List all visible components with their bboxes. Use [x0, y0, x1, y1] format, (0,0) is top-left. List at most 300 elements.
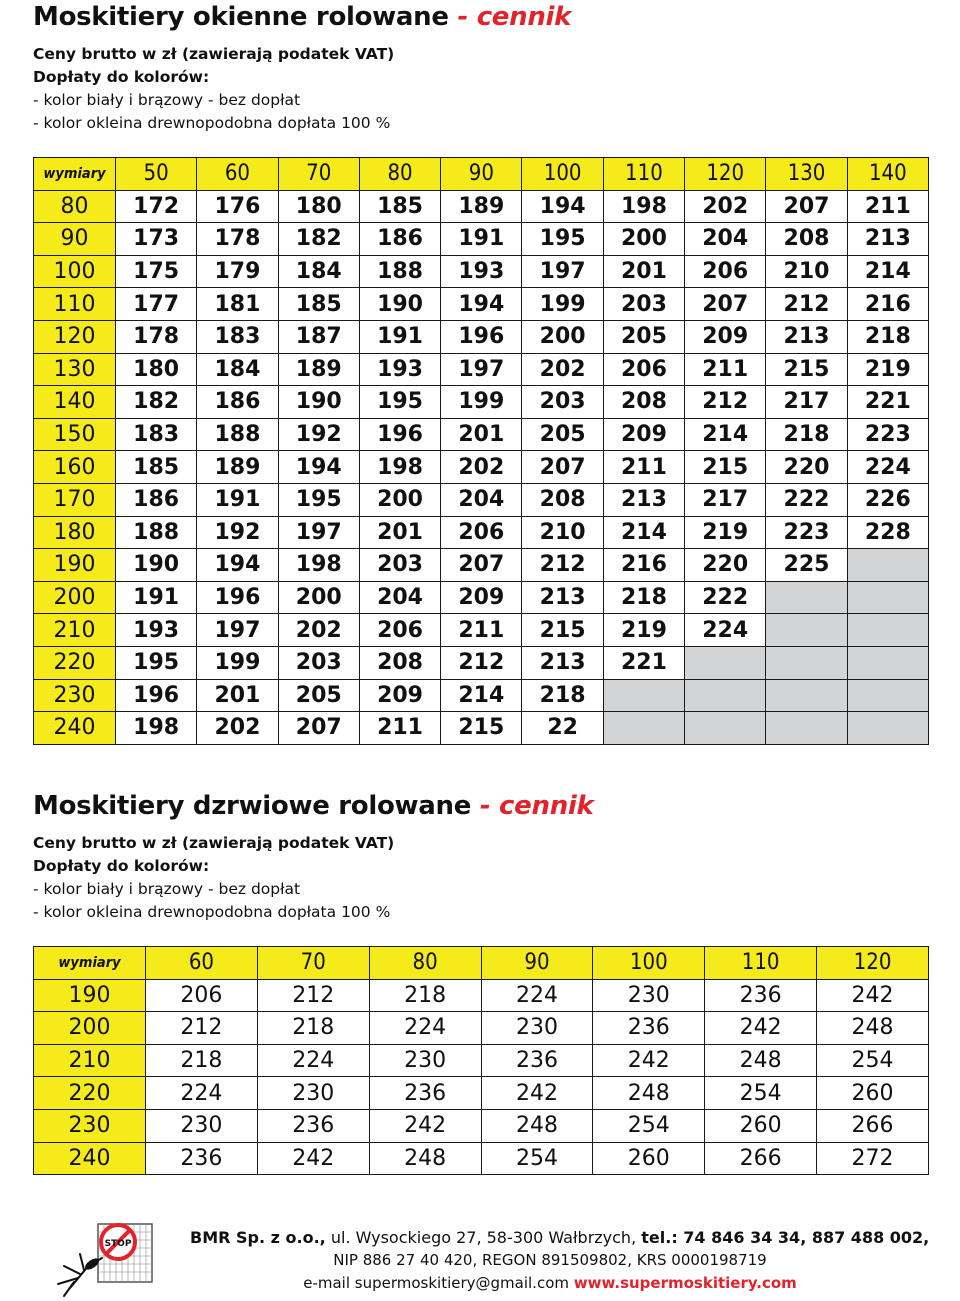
price-cell: 219 [847, 353, 928, 386]
price-cell: 214 [603, 516, 684, 549]
price-cell: 197 [278, 516, 359, 549]
price-cell: 201 [441, 418, 522, 451]
price-cell: 213 [847, 223, 928, 256]
row-header-height: 190 [34, 979, 146, 1012]
price-cell: 236 [593, 1012, 705, 1045]
price-cell: 199 [197, 646, 278, 679]
table-row [34, 1012, 929, 1045]
price-cell: 215 [522, 614, 603, 647]
price-cell: 204 [359, 581, 440, 614]
mosquito-stop-sign-icon [50, 1218, 160, 1298]
title-main: Moskitiery dzrwiowe rolowane [33, 791, 472, 821]
price-cell: 214 [685, 418, 766, 451]
price-cell: 203 [603, 288, 684, 321]
price-cell: 242 [817, 979, 929, 1012]
row-header-height: 100 [34, 255, 116, 288]
price-cell: 195 [278, 483, 359, 516]
price-cell: 254 [593, 1109, 705, 1142]
surcharge-line: - kolor biały i brązowy - bez dopłat [33, 91, 301, 109]
surcharge-label: Dopłaty do kolorów: [33, 857, 210, 875]
door-info [33, 832, 929, 924]
price-cell: 185 [359, 190, 440, 223]
price-cell: 266 [705, 1142, 817, 1175]
price-cell: 242 [705, 1012, 817, 1045]
unavailable-cell [847, 614, 928, 647]
price-cell: 189 [441, 190, 522, 223]
price-cell: 216 [847, 288, 928, 321]
table-row [34, 614, 929, 647]
price-cell: 180 [278, 190, 359, 223]
price-cell: 176 [197, 190, 278, 223]
surcharge-label: Dopłaty do kolorów: [33, 68, 210, 86]
table-row [34, 712, 929, 745]
price-cell: 228 [847, 516, 928, 549]
price-cell: 194 [278, 451, 359, 484]
price-cell: 202 [278, 614, 359, 647]
price-cell: 198 [278, 549, 359, 582]
unavailable-cell [766, 712, 847, 745]
column-header-width: 120 [817, 947, 929, 980]
price-cell: 189 [197, 451, 278, 484]
price-cell: 230 [257, 1077, 369, 1110]
price-cell: 195 [359, 386, 440, 419]
price-cell: 197 [197, 614, 278, 647]
price-cell: 218 [369, 979, 481, 1012]
unavailable-cell [847, 646, 928, 679]
price-cell: 199 [522, 288, 603, 321]
price-cell: 224 [847, 451, 928, 484]
price-cell: 188 [197, 418, 278, 451]
price-cell: 203 [359, 549, 440, 582]
row-header-height: 240 [34, 712, 116, 745]
row-header-height: 90 [34, 223, 116, 256]
unavailable-cell [847, 549, 928, 582]
price-cell: 213 [603, 483, 684, 516]
column-header-width: 110 [705, 947, 817, 980]
price-cell: 196 [359, 418, 440, 451]
price-cell: 209 [441, 581, 522, 614]
price-cell: 193 [116, 614, 197, 647]
price-cell: 207 [522, 451, 603, 484]
price-cell: 212 [257, 979, 369, 1012]
price-cell: 203 [522, 386, 603, 419]
price-cell: 196 [441, 320, 522, 353]
price-cell: 207 [441, 549, 522, 582]
price-cell: 218 [522, 679, 603, 712]
price-cell: 194 [441, 288, 522, 321]
price-cell: 213 [766, 320, 847, 353]
unavailable-cell [766, 614, 847, 647]
price-cell: 206 [146, 979, 258, 1012]
table-row [34, 386, 929, 419]
price-cell: 248 [369, 1142, 481, 1175]
column-header-width: 90 [481, 947, 593, 980]
price-cell: 236 [369, 1077, 481, 1110]
row-header-height: 210 [34, 1044, 146, 1077]
price-cell: 205 [278, 679, 359, 712]
price-cell: 182 [116, 386, 197, 419]
price-cell: 192 [197, 516, 278, 549]
price-cell: 212 [766, 288, 847, 321]
footer [0, 1214, 960, 1301]
price-cell: 200 [603, 223, 684, 256]
column-header-width: 50 [116, 158, 197, 191]
price-cell: 175 [116, 255, 197, 288]
price-cell: 194 [522, 190, 603, 223]
price-cell: 236 [146, 1142, 258, 1175]
price-cell: 179 [197, 255, 278, 288]
price-cell: 218 [257, 1012, 369, 1045]
price-cell: 185 [116, 451, 197, 484]
price-cell: 207 [766, 190, 847, 223]
row-header-height: 210 [34, 614, 116, 647]
price-cell: 248 [817, 1012, 929, 1045]
price-cell: 221 [603, 646, 684, 679]
price-cell: 214 [441, 679, 522, 712]
footer-line-web [190, 1272, 910, 1295]
price-cell: 193 [441, 255, 522, 288]
table-row [34, 646, 929, 679]
row-header-height: 110 [34, 288, 116, 321]
price-cell: 184 [197, 353, 278, 386]
price-cell: 219 [603, 614, 684, 647]
price-cell: 197 [522, 255, 603, 288]
price-cell: 183 [116, 418, 197, 451]
price-cell: 190 [359, 288, 440, 321]
price-cell: 216 [603, 549, 684, 582]
price-cell: 230 [481, 1012, 593, 1045]
price-cell: 211 [847, 190, 928, 223]
price-cell: 209 [685, 320, 766, 353]
column-header-width: 120 [685, 158, 766, 191]
price-cell: 196 [197, 581, 278, 614]
unavailable-cell [603, 679, 684, 712]
table-row [34, 353, 929, 386]
price-cell: 172 [116, 190, 197, 223]
price-cell: 188 [116, 516, 197, 549]
price-cell: 194 [197, 549, 278, 582]
price-cell: 208 [603, 386, 684, 419]
row-header-height: 130 [34, 353, 116, 386]
surcharge-line: - kolor biały i brązowy - bez dopłat [33, 880, 301, 898]
column-header-width: 130 [766, 158, 847, 191]
price-cell: 207 [278, 712, 359, 745]
row-header-height: 170 [34, 483, 116, 516]
price-cell: 215 [685, 451, 766, 484]
price-cell: 205 [522, 418, 603, 451]
price-cell: 225 [766, 549, 847, 582]
footer-contact [190, 1226, 930, 1295]
price-cell: 184 [278, 255, 359, 288]
price-cell: 202 [197, 712, 278, 745]
price-cell: 210 [522, 516, 603, 549]
row-header-height: 80 [34, 190, 116, 223]
price-cell: 207 [685, 288, 766, 321]
price-cell: 189 [278, 353, 359, 386]
footer-line-company [190, 1226, 930, 1249]
row-header-height: 230 [34, 1109, 146, 1142]
table-row [34, 223, 929, 256]
column-header-width: 60 [146, 947, 258, 980]
table-row [34, 1109, 929, 1142]
price-cell: 248 [593, 1077, 705, 1110]
price-cell: 200 [522, 320, 603, 353]
price-cell: 178 [197, 223, 278, 256]
price-cell: 199 [441, 386, 522, 419]
door-section-title [33, 791, 929, 821]
price-cell: 211 [685, 353, 766, 386]
price-cell: 200 [278, 581, 359, 614]
company-phone: tel.: 74 846 34 34, 887 488 002, [641, 1228, 930, 1247]
price-cell: 208 [522, 483, 603, 516]
price-cell: 191 [197, 483, 278, 516]
row-header-height: 160 [34, 451, 116, 484]
price-cell: 204 [685, 223, 766, 256]
price-cell: 201 [603, 255, 684, 288]
price-cell: 230 [369, 1044, 481, 1077]
table-row [34, 679, 929, 712]
price-cell: 193 [359, 353, 440, 386]
price-cell: 226 [847, 483, 928, 516]
table-row [34, 288, 929, 321]
row-header-height: 180 [34, 516, 116, 549]
price-cell: 178 [116, 320, 197, 353]
price-cell: 191 [441, 223, 522, 256]
door-price-table [33, 946, 929, 1175]
price-cell: 22 [522, 712, 603, 745]
title-main: Moskitiery okienne rolowane [33, 2, 449, 32]
price-cell: 220 [685, 549, 766, 582]
price-cell: 236 [257, 1109, 369, 1142]
price-cell: 224 [481, 979, 593, 1012]
title-accent: - cennik [457, 2, 572, 32]
vat-note: Ceny brutto w zł (zawierają podatek VAT) [33, 45, 395, 63]
company-name: BMR Sp. z o.o., [190, 1228, 326, 1247]
price-cell: 220 [766, 451, 847, 484]
price-cell: 213 [522, 646, 603, 679]
table-row [34, 516, 929, 549]
unavailable-cell [847, 679, 928, 712]
column-header-width: 70 [278, 158, 359, 191]
price-cell: 211 [359, 712, 440, 745]
price-cell: 186 [359, 223, 440, 256]
row-header-height: 140 [34, 386, 116, 419]
unavailable-cell [766, 581, 847, 614]
price-cell: 203 [278, 646, 359, 679]
column-header-width: 90 [441, 158, 522, 191]
price-cell: 200 [359, 483, 440, 516]
table-corner-label: wymiary [34, 158, 116, 191]
price-cell: 195 [116, 646, 197, 679]
company-email[interactable]: e-mail supermoskitiery@gmail.com [303, 1274, 574, 1292]
unavailable-cell [766, 646, 847, 679]
price-cell: 248 [705, 1044, 817, 1077]
price-cell: 208 [359, 646, 440, 679]
price-cell: 206 [441, 516, 522, 549]
price-cell: 224 [369, 1012, 481, 1045]
price-cell: 188 [359, 255, 440, 288]
surcharge-line: - kolor okleina drewnopodobna dopłata 100 % [33, 903, 391, 921]
row-header-height: 200 [34, 581, 116, 614]
price-cell: 217 [685, 483, 766, 516]
unavailable-cell [847, 712, 928, 745]
price-cell: 187 [278, 320, 359, 353]
surcharge-line: - kolor okleina drewnopodobna dopłata 100 % [33, 114, 391, 132]
price-cell: 209 [603, 418, 684, 451]
price-cell: 198 [359, 451, 440, 484]
table-row [34, 255, 929, 288]
unavailable-cell [766, 679, 847, 712]
table-row [34, 1077, 929, 1110]
price-cell: 180 [116, 353, 197, 386]
price-cell: 217 [766, 386, 847, 419]
price-cell: 201 [359, 516, 440, 549]
price-cell: 236 [705, 979, 817, 1012]
price-cell: 209 [359, 679, 440, 712]
price-cell: 212 [441, 646, 522, 679]
price-cell: 272 [817, 1142, 929, 1175]
table-corner-label: wymiary [34, 947, 146, 980]
row-header-height: 150 [34, 418, 116, 451]
table-row [34, 581, 929, 614]
price-cell: 191 [359, 320, 440, 353]
price-cell: 206 [359, 614, 440, 647]
company-address: ul. Wysockiego 27, 58-300 Wałbrzych, [325, 1228, 642, 1247]
price-cell: 177 [116, 288, 197, 321]
price-cell: 185 [278, 288, 359, 321]
price-cell: 215 [766, 353, 847, 386]
price-cell: 201 [197, 679, 278, 712]
price-cell: 198 [116, 712, 197, 745]
price-cell: 181 [197, 288, 278, 321]
row-header-height: 220 [34, 646, 116, 679]
price-cell: 230 [146, 1109, 258, 1142]
price-cell: 212 [685, 386, 766, 419]
company-registry: NIP 886 27 40 420, REGON 891509802, KRS 0000198719 [333, 1251, 767, 1269]
price-cell: 230 [593, 979, 705, 1012]
price-cell: 266 [817, 1109, 929, 1142]
table-row [34, 451, 929, 484]
table-row [34, 320, 929, 353]
price-cell: 254 [705, 1077, 817, 1110]
price-cell: 260 [817, 1077, 929, 1110]
column-header-width: 60 [197, 158, 278, 191]
price-cell: 211 [603, 451, 684, 484]
price-cell: 191 [116, 581, 197, 614]
price-cell: 221 [847, 386, 928, 419]
price-cell: 218 [766, 418, 847, 451]
row-header-height: 230 [34, 679, 116, 712]
vat-note: Ceny brutto w zł (zawierają podatek VAT) [33, 834, 395, 852]
table-row [34, 549, 929, 582]
price-cell: 260 [705, 1109, 817, 1142]
window-info [33, 43, 929, 135]
price-cell: 208 [766, 223, 847, 256]
price-cell: 254 [817, 1044, 929, 1077]
price-cell: 248 [481, 1109, 593, 1142]
company-website-link[interactable]: www.supermoskitiery.com [573, 1274, 797, 1292]
window-screens-section [33, 2, 929, 135]
price-cell: 197 [441, 353, 522, 386]
column-header-width: 80 [369, 947, 481, 980]
price-cell: 210 [766, 255, 847, 288]
price-cell: 236 [481, 1044, 593, 1077]
row-header-height: 240 [34, 1142, 146, 1175]
price-cell: 212 [146, 1012, 258, 1045]
price-cell: 219 [685, 516, 766, 549]
table-row [34, 483, 929, 516]
window-price-table [33, 157, 929, 745]
row-header-height: 200 [34, 1012, 146, 1045]
title-accent: - cennik [479, 791, 594, 821]
price-cell: 202 [685, 190, 766, 223]
column-header-width: 80 [359, 158, 440, 191]
column-header-width: 110 [603, 158, 684, 191]
row-header-height: 190 [34, 549, 116, 582]
price-cell: 196 [116, 679, 197, 712]
price-cell: 182 [278, 223, 359, 256]
price-cell: 218 [603, 581, 684, 614]
price-cell: 173 [116, 223, 197, 256]
price-cell: 223 [847, 418, 928, 451]
price-cell: 198 [603, 190, 684, 223]
column-header-width: 70 [257, 947, 369, 980]
price-cell: 211 [441, 614, 522, 647]
price-cell: 202 [441, 451, 522, 484]
price-cell: 224 [685, 614, 766, 647]
price-cell: 218 [146, 1044, 258, 1077]
table-row [34, 1142, 929, 1175]
price-cell: 205 [603, 320, 684, 353]
table-row [34, 418, 929, 451]
table-row [34, 1044, 929, 1077]
unavailable-cell [685, 646, 766, 679]
price-cell: 224 [257, 1044, 369, 1077]
price-cell: 204 [441, 483, 522, 516]
column-header-width: 100 [522, 158, 603, 191]
price-cell: 214 [847, 255, 928, 288]
price-cell: 242 [257, 1142, 369, 1175]
column-header-width: 140 [847, 158, 928, 191]
price-cell: 242 [593, 1044, 705, 1077]
price-cell: 260 [593, 1142, 705, 1175]
price-cell: 224 [146, 1077, 258, 1110]
price-cell: 183 [197, 320, 278, 353]
price-cell: 190 [278, 386, 359, 419]
unavailable-cell [603, 712, 684, 745]
table-row [34, 190, 929, 223]
price-cell: 254 [481, 1142, 593, 1175]
row-header-height: 220 [34, 1077, 146, 1110]
price-cell: 186 [116, 483, 197, 516]
price-cell: 195 [522, 223, 603, 256]
price-cell: 222 [766, 483, 847, 516]
window-section-title [33, 2, 929, 32]
price-cell: 222 [685, 581, 766, 614]
price-cell: 215 [441, 712, 522, 745]
column-header-width: 100 [593, 947, 705, 980]
price-cell: 213 [522, 581, 603, 614]
price-cell: 242 [369, 1109, 481, 1142]
unavailable-cell [685, 712, 766, 745]
price-cell: 202 [522, 353, 603, 386]
price-cell: 218 [847, 320, 928, 353]
table-row [34, 979, 929, 1012]
price-cell: 186 [197, 386, 278, 419]
price-cell: 242 [481, 1077, 593, 1110]
unavailable-cell [847, 581, 928, 614]
svg-text:STOP: STOP [104, 1239, 132, 1249]
